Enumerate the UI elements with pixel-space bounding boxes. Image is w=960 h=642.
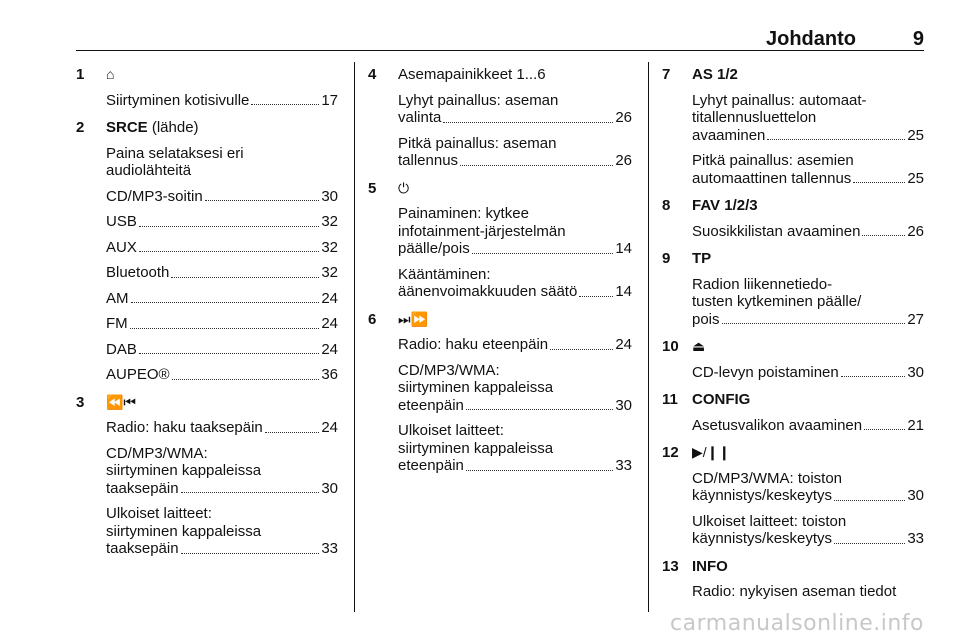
entry-number: 11 bbox=[662, 391, 678, 408]
description-text: pois bbox=[692, 310, 720, 328]
toc-line bbox=[692, 311, 924, 329]
description-text: Siirtyminen kotisivulle bbox=[106, 91, 250, 109]
entry-description bbox=[398, 336, 632, 354]
control-label: CONFIG bbox=[692, 391, 751, 408]
entry-number: 7 bbox=[662, 66, 671, 83]
toc-line bbox=[398, 283, 632, 301]
index-entry bbox=[662, 338, 924, 381]
entry-body bbox=[368, 66, 632, 170]
entry-description bbox=[106, 341, 338, 359]
entry-description bbox=[692, 92, 924, 145]
page-reference: 21 bbox=[907, 416, 924, 434]
toc-line bbox=[106, 213, 338, 231]
dot-leader bbox=[864, 429, 905, 430]
dot-leader bbox=[205, 200, 320, 201]
entry-heading bbox=[106, 119, 338, 137]
entry-description bbox=[692, 223, 924, 241]
toc-line bbox=[692, 530, 924, 548]
dot-leader bbox=[767, 139, 905, 140]
description-text: siirtyminen kappaleissa bbox=[106, 462, 262, 479]
description-text: CD-levyn poistaminen bbox=[692, 363, 839, 381]
control-icon: ▶/❙❙ bbox=[692, 444, 731, 460]
page-reference: 14 bbox=[615, 240, 632, 257]
entry-number: 6 bbox=[368, 310, 377, 328]
index-entry bbox=[76, 119, 338, 384]
index-entry bbox=[76, 66, 338, 109]
page-reference: 36 bbox=[321, 366, 338, 383]
entry-number: 5 bbox=[368, 179, 377, 197]
page-reference: 33 bbox=[907, 530, 924, 547]
dot-leader bbox=[460, 165, 613, 166]
description-text: Ulkoiset laitteet: toiston bbox=[692, 512, 847, 530]
index-entry bbox=[662, 197, 924, 240]
description-text: siirtyminen kappaleissa bbox=[398, 439, 554, 457]
description-text: avaaminen bbox=[692, 126, 766, 144]
entry-description bbox=[398, 266, 632, 301]
page-reference: 25 bbox=[907, 169, 924, 187]
control-icon: ⏻ bbox=[398, 179, 410, 196]
description-text: Lyhyt painallus: aseman bbox=[398, 91, 559, 109]
dot-leader bbox=[139, 353, 319, 354]
entry-description bbox=[398, 135, 632, 170]
page-reference: 24 bbox=[321, 315, 338, 332]
entry-description bbox=[106, 419, 338, 437]
toc-line bbox=[692, 127, 924, 145]
column-2 bbox=[368, 66, 632, 485]
dot-leader bbox=[171, 277, 319, 278]
description-text: tusten kytkeminen päälle/ bbox=[692, 293, 862, 310]
entry-description bbox=[106, 145, 338, 180]
entry-description bbox=[106, 213, 338, 231]
toc-line bbox=[398, 457, 632, 475]
watermark: carmanualsonline.info bbox=[670, 611, 924, 636]
entry-description bbox=[398, 362, 632, 415]
description-text: AUX bbox=[106, 238, 137, 256]
control-label: FAV 1/2/3 bbox=[692, 197, 758, 214]
description-text: CD/MP3-soitin bbox=[106, 187, 203, 205]
toc-line bbox=[106, 290, 338, 308]
entry-heading bbox=[398, 66, 632, 84]
toc-line bbox=[106, 92, 338, 110]
entry-description bbox=[106, 290, 338, 308]
description-text: Radio: haku taaksepäin bbox=[106, 419, 263, 436]
entry-description bbox=[692, 152, 924, 187]
control-icon: ⏭⏩ bbox=[398, 310, 429, 327]
entry-number: 3 bbox=[76, 393, 85, 411]
description-text: audiolähteitä bbox=[106, 162, 192, 179]
page-reference: 26 bbox=[615, 109, 632, 126]
dot-leader bbox=[139, 251, 319, 252]
dot-leader bbox=[834, 543, 905, 544]
dot-leader bbox=[251, 104, 319, 105]
toc-line bbox=[692, 364, 924, 382]
entry-body bbox=[662, 391, 924, 434]
toc-line bbox=[398, 336, 632, 354]
header-rule bbox=[76, 50, 924, 51]
control-label-suffix: (lähde) bbox=[147, 119, 199, 136]
control-label: TP bbox=[692, 250, 712, 267]
page-reference: 24 bbox=[321, 419, 338, 436]
index-entry bbox=[662, 558, 924, 601]
control-label: Asemapainikkeet 1...6 bbox=[398, 66, 546, 83]
page-reference: 32 bbox=[321, 213, 338, 230]
entry-heading bbox=[692, 66, 924, 84]
entry-body bbox=[662, 338, 924, 381]
description-text: Paina selataksesi eri bbox=[106, 144, 244, 162]
index-entry bbox=[368, 311, 632, 475]
entry-number: 4 bbox=[368, 66, 377, 83]
control-icon: ⌂ bbox=[106, 66, 115, 82]
description-text: eteenpäin bbox=[398, 396, 464, 414]
page-reference: 30 bbox=[321, 187, 338, 205]
dot-leader bbox=[472, 253, 614, 254]
page-reference: 30 bbox=[907, 487, 924, 504]
description-text: Pitkä painallus: asemien bbox=[692, 152, 854, 169]
toc-line bbox=[398, 109, 632, 127]
entry-description bbox=[398, 205, 632, 258]
control-label: INFO bbox=[692, 557, 728, 575]
description-text: Asetusvalikon avaaminen bbox=[692, 416, 863, 434]
index-entry bbox=[368, 180, 632, 301]
page-reference: 30 bbox=[907, 363, 924, 381]
description-text: eteenpäin bbox=[398, 457, 464, 474]
description-text: Painaminen: kytkee bbox=[398, 205, 529, 222]
page-reference: 30 bbox=[615, 396, 632, 414]
entry-description bbox=[692, 364, 924, 382]
entry-number: 9 bbox=[662, 250, 671, 267]
column-divider-2 bbox=[648, 62, 649, 612]
dot-leader bbox=[862, 235, 905, 236]
entry-body bbox=[76, 66, 338, 109]
dot-leader bbox=[181, 492, 320, 493]
toc-line bbox=[398, 397, 632, 415]
dot-leader bbox=[722, 323, 906, 324]
entry-number: 1 bbox=[76, 66, 85, 83]
column-divider-1 bbox=[354, 62, 355, 612]
description-text: käynnistys/keskeytys bbox=[692, 487, 833, 504]
control-label: SRCE bbox=[106, 119, 148, 136]
description-text: FM bbox=[106, 315, 128, 332]
entry-body bbox=[662, 444, 924, 548]
page-reference: 25 bbox=[907, 126, 924, 144]
page-reference: 33 bbox=[321, 540, 338, 557]
toc-line bbox=[692, 417, 924, 435]
dot-leader bbox=[130, 328, 320, 329]
dot-leader bbox=[265, 432, 320, 433]
dot-leader bbox=[466, 470, 613, 471]
page-number: 9 bbox=[912, 28, 924, 50]
description-text: äänenvoimakkuuden säätö bbox=[398, 283, 578, 300]
toc-line bbox=[106, 264, 338, 282]
entry-description bbox=[106, 505, 338, 558]
description-text: DAB bbox=[106, 340, 137, 358]
description-text: automaattinen tallennus bbox=[692, 169, 852, 187]
description-text: titallennusluettelon bbox=[692, 109, 817, 126]
dot-leader bbox=[181, 553, 320, 554]
toc-line bbox=[106, 315, 338, 333]
entry-description bbox=[398, 422, 632, 475]
dot-leader bbox=[841, 376, 906, 377]
description-text: valinta bbox=[398, 109, 442, 126]
dot-leader bbox=[139, 226, 319, 227]
entry-body bbox=[368, 311, 632, 475]
description-text: Suosikkilistan avaaminen bbox=[692, 222, 861, 240]
entry-description bbox=[106, 188, 338, 206]
entry-heading bbox=[692, 558, 924, 576]
entry-description bbox=[398, 92, 632, 127]
toc-line bbox=[106, 366, 338, 384]
description-text: CD/MP3/WMA: bbox=[398, 361, 500, 379]
entry-body bbox=[662, 66, 924, 187]
description-text: tallennus bbox=[398, 152, 459, 169]
toc-line bbox=[106, 540, 338, 558]
description-text: Bluetooth bbox=[106, 264, 170, 281]
entry-description bbox=[692, 276, 924, 329]
entry-description bbox=[106, 264, 338, 282]
entry-description bbox=[106, 315, 338, 333]
control-label: AS 1/2 bbox=[692, 66, 738, 83]
entry-body bbox=[662, 197, 924, 240]
description-text: CD/MP3/WMA: toiston bbox=[692, 469, 843, 487]
page-title: Johdanto bbox=[766, 28, 856, 50]
description-text: siirtyminen kappaleissa bbox=[398, 379, 554, 396]
description-text: AM bbox=[106, 289, 129, 307]
description-text: Pitkä painallus: aseman bbox=[398, 134, 557, 152]
dot-leader bbox=[466, 409, 613, 410]
description-text: taaksepäin bbox=[106, 540, 179, 557]
dot-leader bbox=[579, 296, 613, 297]
toc-line bbox=[106, 419, 338, 437]
dot-leader bbox=[853, 182, 905, 183]
page-reference: 24 bbox=[321, 289, 338, 307]
entry-description bbox=[106, 239, 338, 257]
control-icon: ⏪⏮ bbox=[106, 393, 137, 410]
page-reference: 24 bbox=[321, 340, 338, 358]
description-text: CD/MP3/WMA: bbox=[106, 444, 208, 462]
index-entry bbox=[662, 250, 924, 328]
toc-line bbox=[692, 487, 924, 505]
page-reference: 17 bbox=[321, 91, 338, 109]
column-1 bbox=[76, 66, 338, 568]
entry-description bbox=[106, 445, 338, 498]
description-text: siirtyminen kappaleissa bbox=[106, 522, 262, 540]
entry-heading bbox=[106, 394, 338, 412]
page-header bbox=[76, 28, 924, 50]
dot-leader bbox=[131, 302, 320, 303]
entry-description bbox=[106, 92, 338, 110]
control-icon: ⏏ bbox=[692, 338, 706, 354]
dot-leader bbox=[172, 379, 320, 380]
entry-number: 13 bbox=[662, 557, 679, 575]
description-text: taaksepäin bbox=[106, 479, 179, 497]
page-reference: 26 bbox=[615, 152, 632, 169]
entry-heading bbox=[398, 311, 632, 329]
toc-line bbox=[106, 341, 338, 359]
entry-heading bbox=[692, 250, 924, 268]
entry-number: 10 bbox=[662, 338, 679, 355]
entry-description bbox=[692, 513, 924, 548]
index-entry bbox=[76, 394, 338, 558]
page-reference: 30 bbox=[321, 479, 338, 497]
description-text: päälle/pois bbox=[398, 240, 470, 257]
description-text: Kääntäminen: bbox=[398, 265, 491, 283]
column-3 bbox=[662, 66, 924, 611]
index-entry bbox=[662, 391, 924, 434]
entry-number: 8 bbox=[662, 197, 671, 214]
description-text: Ulkoiset laitteet: bbox=[106, 505, 212, 522]
description-text: Ulkoiset laitteet: bbox=[398, 422, 504, 439]
toc-line bbox=[106, 188, 338, 206]
description-text: Lyhyt painallus: automaat- bbox=[692, 91, 867, 109]
page-reference: 27 bbox=[907, 310, 924, 328]
page-reference: 24 bbox=[615, 336, 632, 353]
description-text: Radion liikennetiedo- bbox=[692, 275, 833, 293]
dot-leader bbox=[834, 500, 905, 501]
entry-description bbox=[692, 470, 924, 505]
entry-heading bbox=[692, 444, 924, 462]
entry-body bbox=[76, 119, 338, 384]
description-text: USB bbox=[106, 213, 137, 230]
toc-line bbox=[398, 240, 632, 258]
description-text: käynnistys/keskeytys bbox=[692, 530, 833, 547]
toc-line bbox=[692, 170, 924, 188]
entry-heading bbox=[398, 180, 632, 198]
description-text: infotainment-järjestelmän bbox=[398, 222, 566, 240]
entry-heading bbox=[692, 197, 924, 215]
entry-heading bbox=[106, 66, 338, 84]
entry-body bbox=[662, 250, 924, 328]
entry-number: 2 bbox=[76, 119, 85, 136]
entry-description bbox=[692, 583, 924, 601]
entry-heading bbox=[692, 391, 924, 409]
entry-heading bbox=[692, 338, 924, 356]
description-text: AUPEO® bbox=[106, 366, 170, 383]
entry-number: 12 bbox=[662, 444, 679, 461]
dot-leader bbox=[443, 122, 613, 123]
entry-description bbox=[106, 366, 338, 384]
toc-line bbox=[106, 239, 338, 257]
description-text: Radio: haku eteenpäin bbox=[398, 336, 549, 353]
page-reference: 32 bbox=[321, 238, 338, 256]
dot-leader bbox=[550, 349, 613, 350]
entry-body bbox=[368, 180, 632, 301]
page-reference: 14 bbox=[615, 283, 632, 300]
index-entry bbox=[662, 66, 924, 187]
toc-line bbox=[106, 480, 338, 498]
entry-body bbox=[662, 558, 924, 601]
toc-line bbox=[692, 223, 924, 241]
entry-body bbox=[76, 394, 338, 558]
page-reference: 32 bbox=[321, 264, 338, 281]
description-text: Radio: nykyisen aseman tiedot bbox=[692, 583, 897, 600]
toc-line bbox=[398, 152, 632, 170]
index-entry bbox=[368, 66, 632, 170]
page-reference: 26 bbox=[907, 222, 924, 240]
entry-description bbox=[692, 417, 924, 435]
index-entry bbox=[662, 444, 924, 548]
page-reference: 33 bbox=[615, 457, 632, 474]
